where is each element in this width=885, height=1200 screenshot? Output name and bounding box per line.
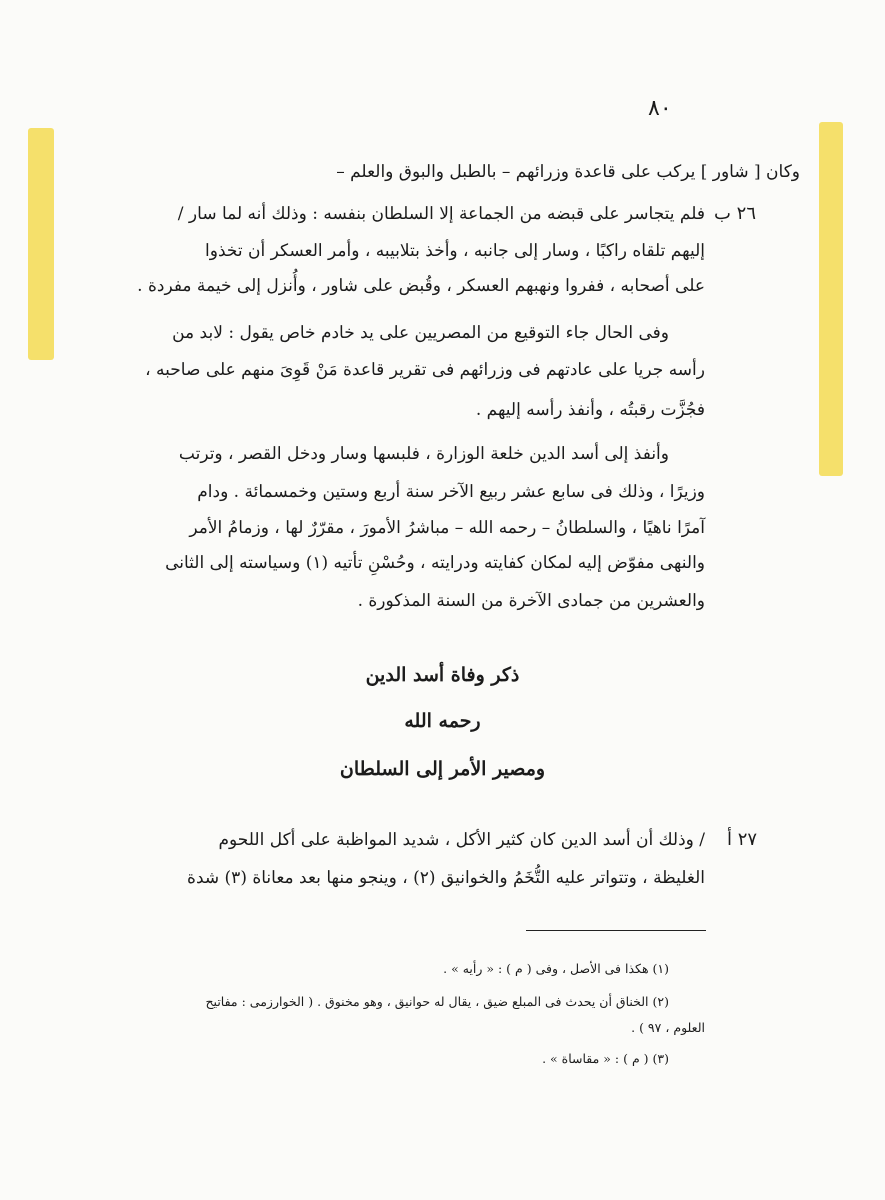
text-line: وزيرًا ، وذلك فى سابع عشر ربيع الآخر سنة أربع وستين وخمسمائة . ودام [197, 482, 705, 502]
text-line: فجُزَّت رقبتُه ، وأنفذ رأسه إليهم . [475, 400, 705, 420]
text-line: وكان [ شاور ] يركب على قاعدة وزرائهم – بالطبل والبوق والعلم – [336, 162, 800, 182]
text-line: وأنفذ إلى أسد الدين خلعة الوزارة ، فلبسها وسار ودخل القصر ، وترتب [178, 444, 669, 464]
footnote-3: (٣) ( م ) : « مقاساة » . [542, 1051, 669, 1066]
text-line: رأسه جريا على عادتهم فى وزرائهم فى تقرير قاعدة مَنْ قَوِىَ منهم على صاحبه ، [145, 360, 705, 380]
text-line: على أصحابه ، ففروا ونهبهم العسكر ، وقُبض على شاور ، وأُنزل إلى خيمة مفردة . [137, 276, 705, 296]
section-heading-title: ذكر وفاة أسد الدين [365, 664, 520, 686]
text-line: وفى الحال جاء التوقيع من المصريين على يد خادم خاص يقول : لابد من [172, 323, 669, 343]
section-heading-subtitle: ومصير الأمر إلى السلطان [339, 758, 546, 780]
left-highlight-mark [28, 128, 54, 360]
text-line: والنهى مفوّض إليه لمكان كفايته ودرايته ، وحُسْنِ تأتيه (١) وسياسته إلى الثانى [165, 553, 705, 573]
text-line: آمرًا ناهيًا ، والسلطانُ – رحمه الله – مباشرُ الأمورَ ، مقرّرٌ لها ، وزمامُ الأمر [189, 518, 705, 538]
margin-note-27: ٢٧ أ [727, 829, 758, 850]
text-line: فلم يتجاسر على قبضه من الجماعة إلا السلطان بنفسه : وذلك أنه لما سار / [177, 204, 705, 224]
footnote-separator [526, 930, 706, 931]
footnote-2: (٢) الخناق أن يحدث فى المبلع ضيق ، يقال له حوانيق ، وهو مخنوق . ( الخوارزمى : مفاتيح [205, 994, 669, 1009]
text-line: الغليظة ، وتتواتر عليه التُّخَمُ والخوانيق (٢) ، وينجو منها بعد معاناة (٣) شدة [187, 868, 705, 888]
text-line: والعشرين من جمادى الآخرة من السنة المذكورة . [357, 591, 705, 611]
footnote-2-continued: العلوم ، ٩٧ ) . [631, 1020, 705, 1035]
footnote-1: (١) هكذا فى الأصل ، وفى ( م ) : « رأيه » . [443, 961, 669, 976]
page-number: ٨٠ [648, 96, 672, 121]
margin-note-26: ٢٦ ب [714, 203, 757, 224]
section-heading-blessing: رحمه الله [404, 710, 481, 732]
right-highlight-mark [819, 122, 843, 476]
text-line: / وذلك أن أسد الدين كان كثير الأكل ، شديد المواظبة على أكل اللحوم [218, 830, 705, 850]
text-line: إليهم تلقاه راكبًا ، وسار إلى جانبه ، وأخذ بتلابيبه ، وأمر العسكر أن تخذوا [205, 241, 705, 261]
